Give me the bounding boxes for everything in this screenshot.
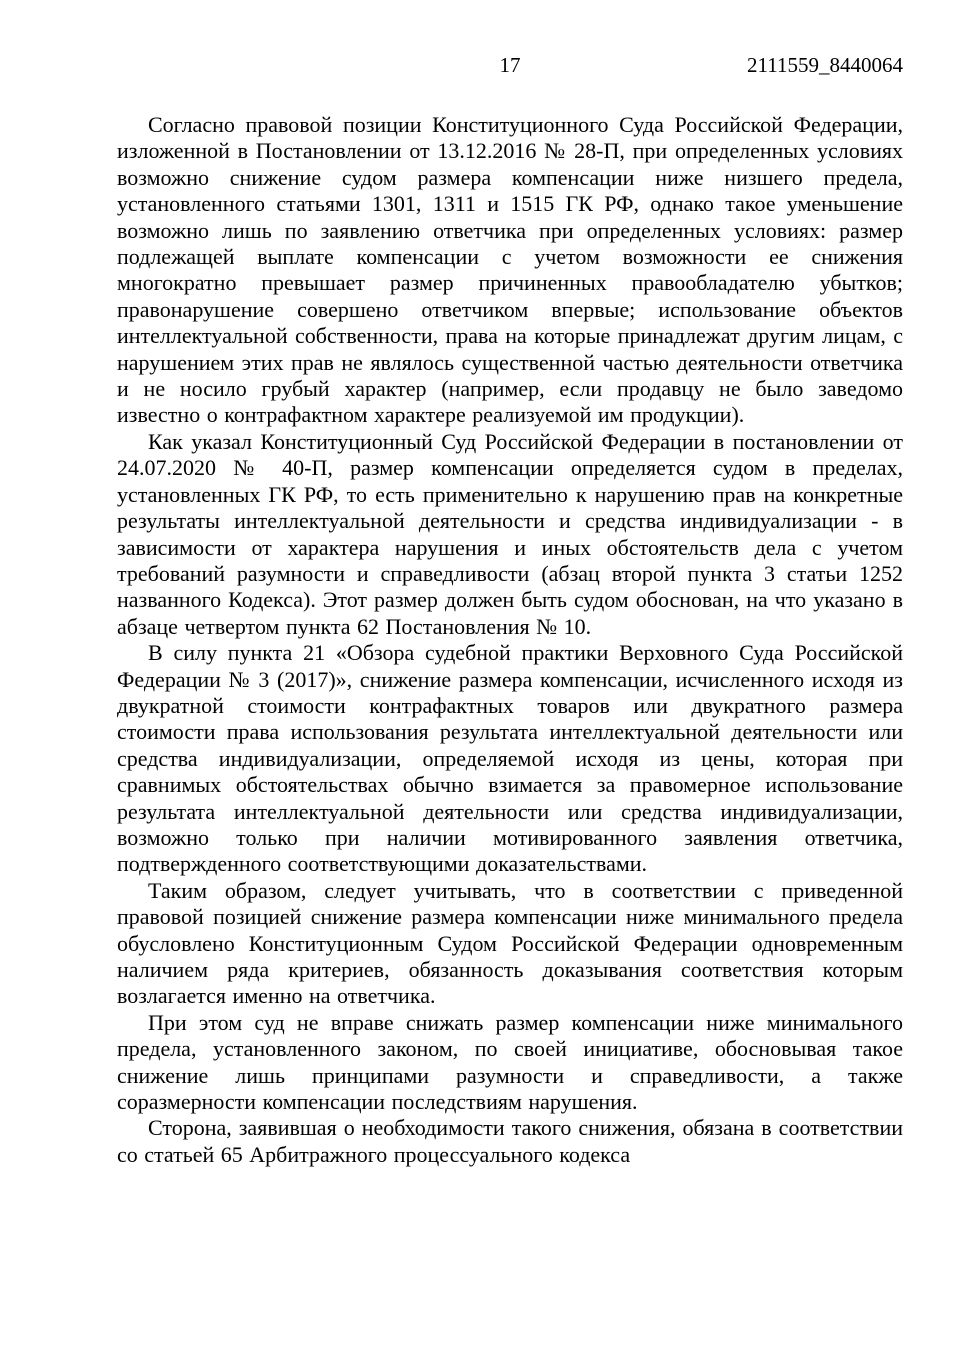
- page-header: [117, 52, 903, 79]
- paragraph-party-obligation: Сторона, заявившая о необходимости такого снижения, обязана в соответствии со статьей 65 Арбитражного процессуального кодекса: [117, 1115, 903, 1167]
- document-number: 2111559_8440064: [747, 53, 903, 77]
- paragraph-legal-position-28p: Согласно правовой позиции Конституционного Суда Российской Федерации, изложенной в Постановлении от 13.12.2016 № 28-П, при определенных условиях возможно снижение судом размера компенсации ниже низшего предела, установленного статьями 1301, 1311 и 1515 ГК РФ, однако такое уменьшение возможно лишь по заявлению ответчика при определенных условиях: размер подлежащей выплате компенсации с учетом возможности ее снижения многократно превышает размер причиненных правообладателю убытков; правонарушение совершено ответчиком впервые; использование объектов интеллектуальной собственности, права на которые принадлежат другим лицам, с нарушением этих прав не являлось существенной частью деятельности ответчика и не носило грубый характер (например, если продавцу не было заведомо известно о контрафактном характере реализуемой им продукции).: [117, 112, 903, 428]
- paragraph-ruling-40p: Как указал Конституционный Суд Российской Федерации в постановлении от 24.07.2020 № 40-П, размер компенсации определяется судом в пределах, установленных ГК РФ, то есть применительно к нарушению прав на конкретные результаты интеллектуальной деятельности и средства индивидуализации - в зависимости от характера нарушения и иных обстоятельств дела с учетом требований разумности и справедливости (абзац второй пункта 3 статьи 1252 названного Кодекса). Этот размер должен быть судом обоснован, на что указано в абзаце четвертом пункта 62 Постановления № 10.: [117, 428, 903, 639]
- document-body: [117, 112, 903, 1168]
- page-number: 17: [499, 53, 521, 77]
- paragraph-review-point-21: В силу пункта 21 «Обзора судебной практики Верховного Суда Российской Федерации № 3 (2017)», снижение размера компенсации, исчисленного исходя из двукратной стоимости контрафактных товаров или двукратного размера стоимости права использования результата интеллектуальной деятельности или средства индивидуализации, определяемой исходя из цены, которая при сравнимых обстоятельствах обычно взимается за правомерное использование результата интеллектуальной деятельности или средства индивидуализации, возможно только при наличии мотивированного заявления ответчика, подтвержденного соответствующими доказательствами.: [117, 640, 903, 877]
- paragraph-conclusion-criteria: Таким образом, следует учитывать, что в соответствии с приведенной правовой позицией снижение размера компенсации ниже минимального предела обусловлено Конституционным Судом Российской Федерации одновременным наличием ряда критериев, обязанность доказывания соответствия которым возлагается именно на ответчика.: [117, 877, 903, 1009]
- paragraph-court-not-entitled: При этом суд не вправе снижать размер компенсации ниже минимального предела, установленного законом, по своей инициативе, обосновывая такое снижение лишь принципами разумности и справедливости, а также соразмерности компенсации последствиям нарушения.: [117, 1009, 903, 1115]
